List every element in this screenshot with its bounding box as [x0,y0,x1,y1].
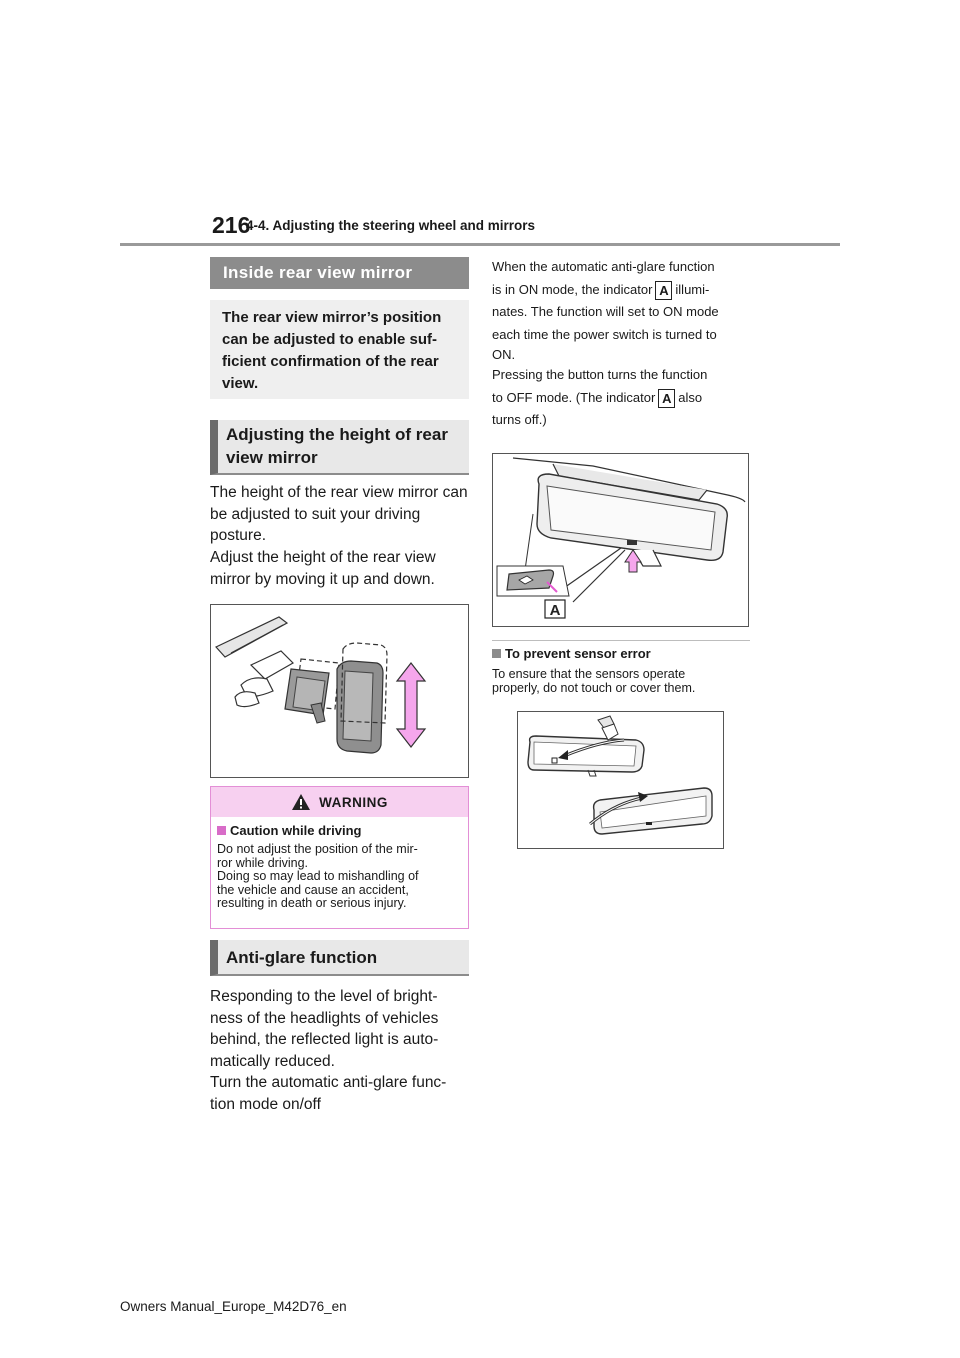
desc-text: to OFF mode. (The indicator [492,389,656,405]
warning-line: Do not adjust the position of the mir- [217,842,418,856]
height-paragraph-1: The height of the rear view mirror can be adjusted to suit your driving posture. [210,484,468,544]
antiglare-paragraph [210,986,480,1115]
divider [492,640,750,641]
antiglare-line: behind, the reflected light is auto- [210,1031,439,1048]
antiglare-line: Turn the automatic anti-glare func- [210,1074,447,1091]
sensor-subhead: To prevent sensor error [505,646,651,661]
mirror-height-illustration [211,605,468,777]
desc-line-with-indicator [492,387,762,410]
warning-line: the vehicle and cause an accident, [217,882,409,897]
section-title: 4-4. Adjusting the steering wheel and mirrors [246,218,536,233]
desc-line: Pressing the button turns the function [492,367,708,382]
desc-line-with-indicator [492,279,762,302]
desc-line: nates. The function will set to ON mode [492,304,719,319]
sensor-figure [517,711,724,849]
mirror-height-figure [210,604,469,778]
desc-line: each time the power switch is turned to [492,326,717,342]
antiglare-line: matically reduced. [210,1052,335,1070]
desc-line: turns off.) [492,412,547,427]
header-rule [120,243,840,246]
desc-text: also [678,389,703,405]
desc-text: is in ON mode, the indicator [492,281,653,297]
antiglare-line: Responding to the level of bright- [210,988,438,1005]
height-paragraph-2: Adjust the height of the rear view mirror by moving it up and down. [210,549,436,588]
antiglare-line: ness of the headlights of vehicles [210,1009,439,1027]
desc-line: ON. [492,347,516,362]
figure-label-a: A [549,602,561,619]
warning-header [211,787,468,817]
sensor-subhead-row [492,646,651,661]
height-heading: Adjusting the height of rear view mirror [210,420,469,475]
sensor-line: To ensure that the sensors operate [492,667,686,681]
indicator-a-label: A [655,281,672,300]
antiglare-description [492,256,762,432]
warning-subhead: Caution while driving [230,823,362,838]
antiglare-button-figure [492,453,749,627]
pink-square-icon [217,826,226,835]
inside-mirror-banner: Inside rear view mirror [210,257,469,289]
footer-text: Owners Manual_Europe_M42D76_en [120,1299,347,1314]
warning-subhead-row [217,823,462,838]
indicator-a-label: A [658,389,675,408]
intro-box: The rear view mirror’s position can be adjusted to enable suf-ficient confirmation of the rear view. [210,300,469,399]
sensor-text [492,668,752,695]
sensor-illustration [518,712,723,848]
antiglare-button-illustration [493,454,748,626]
desc-text: illumi- [675,281,710,297]
warning-line: ror while driving. [217,855,309,870]
desc-line: When the automatic anti-glare function [492,259,715,274]
gray-square-icon [492,649,501,658]
sensor-line: properly, do not touch or cover them. [492,680,696,695]
warning-box [210,786,469,929]
antiglare-line: tion mode on/off [210,1095,321,1113]
page-number: 216 [212,212,251,238]
warning-label: WARNING [319,794,388,810]
warning-triangle-icon [291,793,311,811]
antiglare-heading: Anti-glare function [210,940,469,976]
warning-line: Doing so may lead to mishandling of [217,869,419,883]
warning-line: resulting in death or serious injury. [217,896,407,910]
